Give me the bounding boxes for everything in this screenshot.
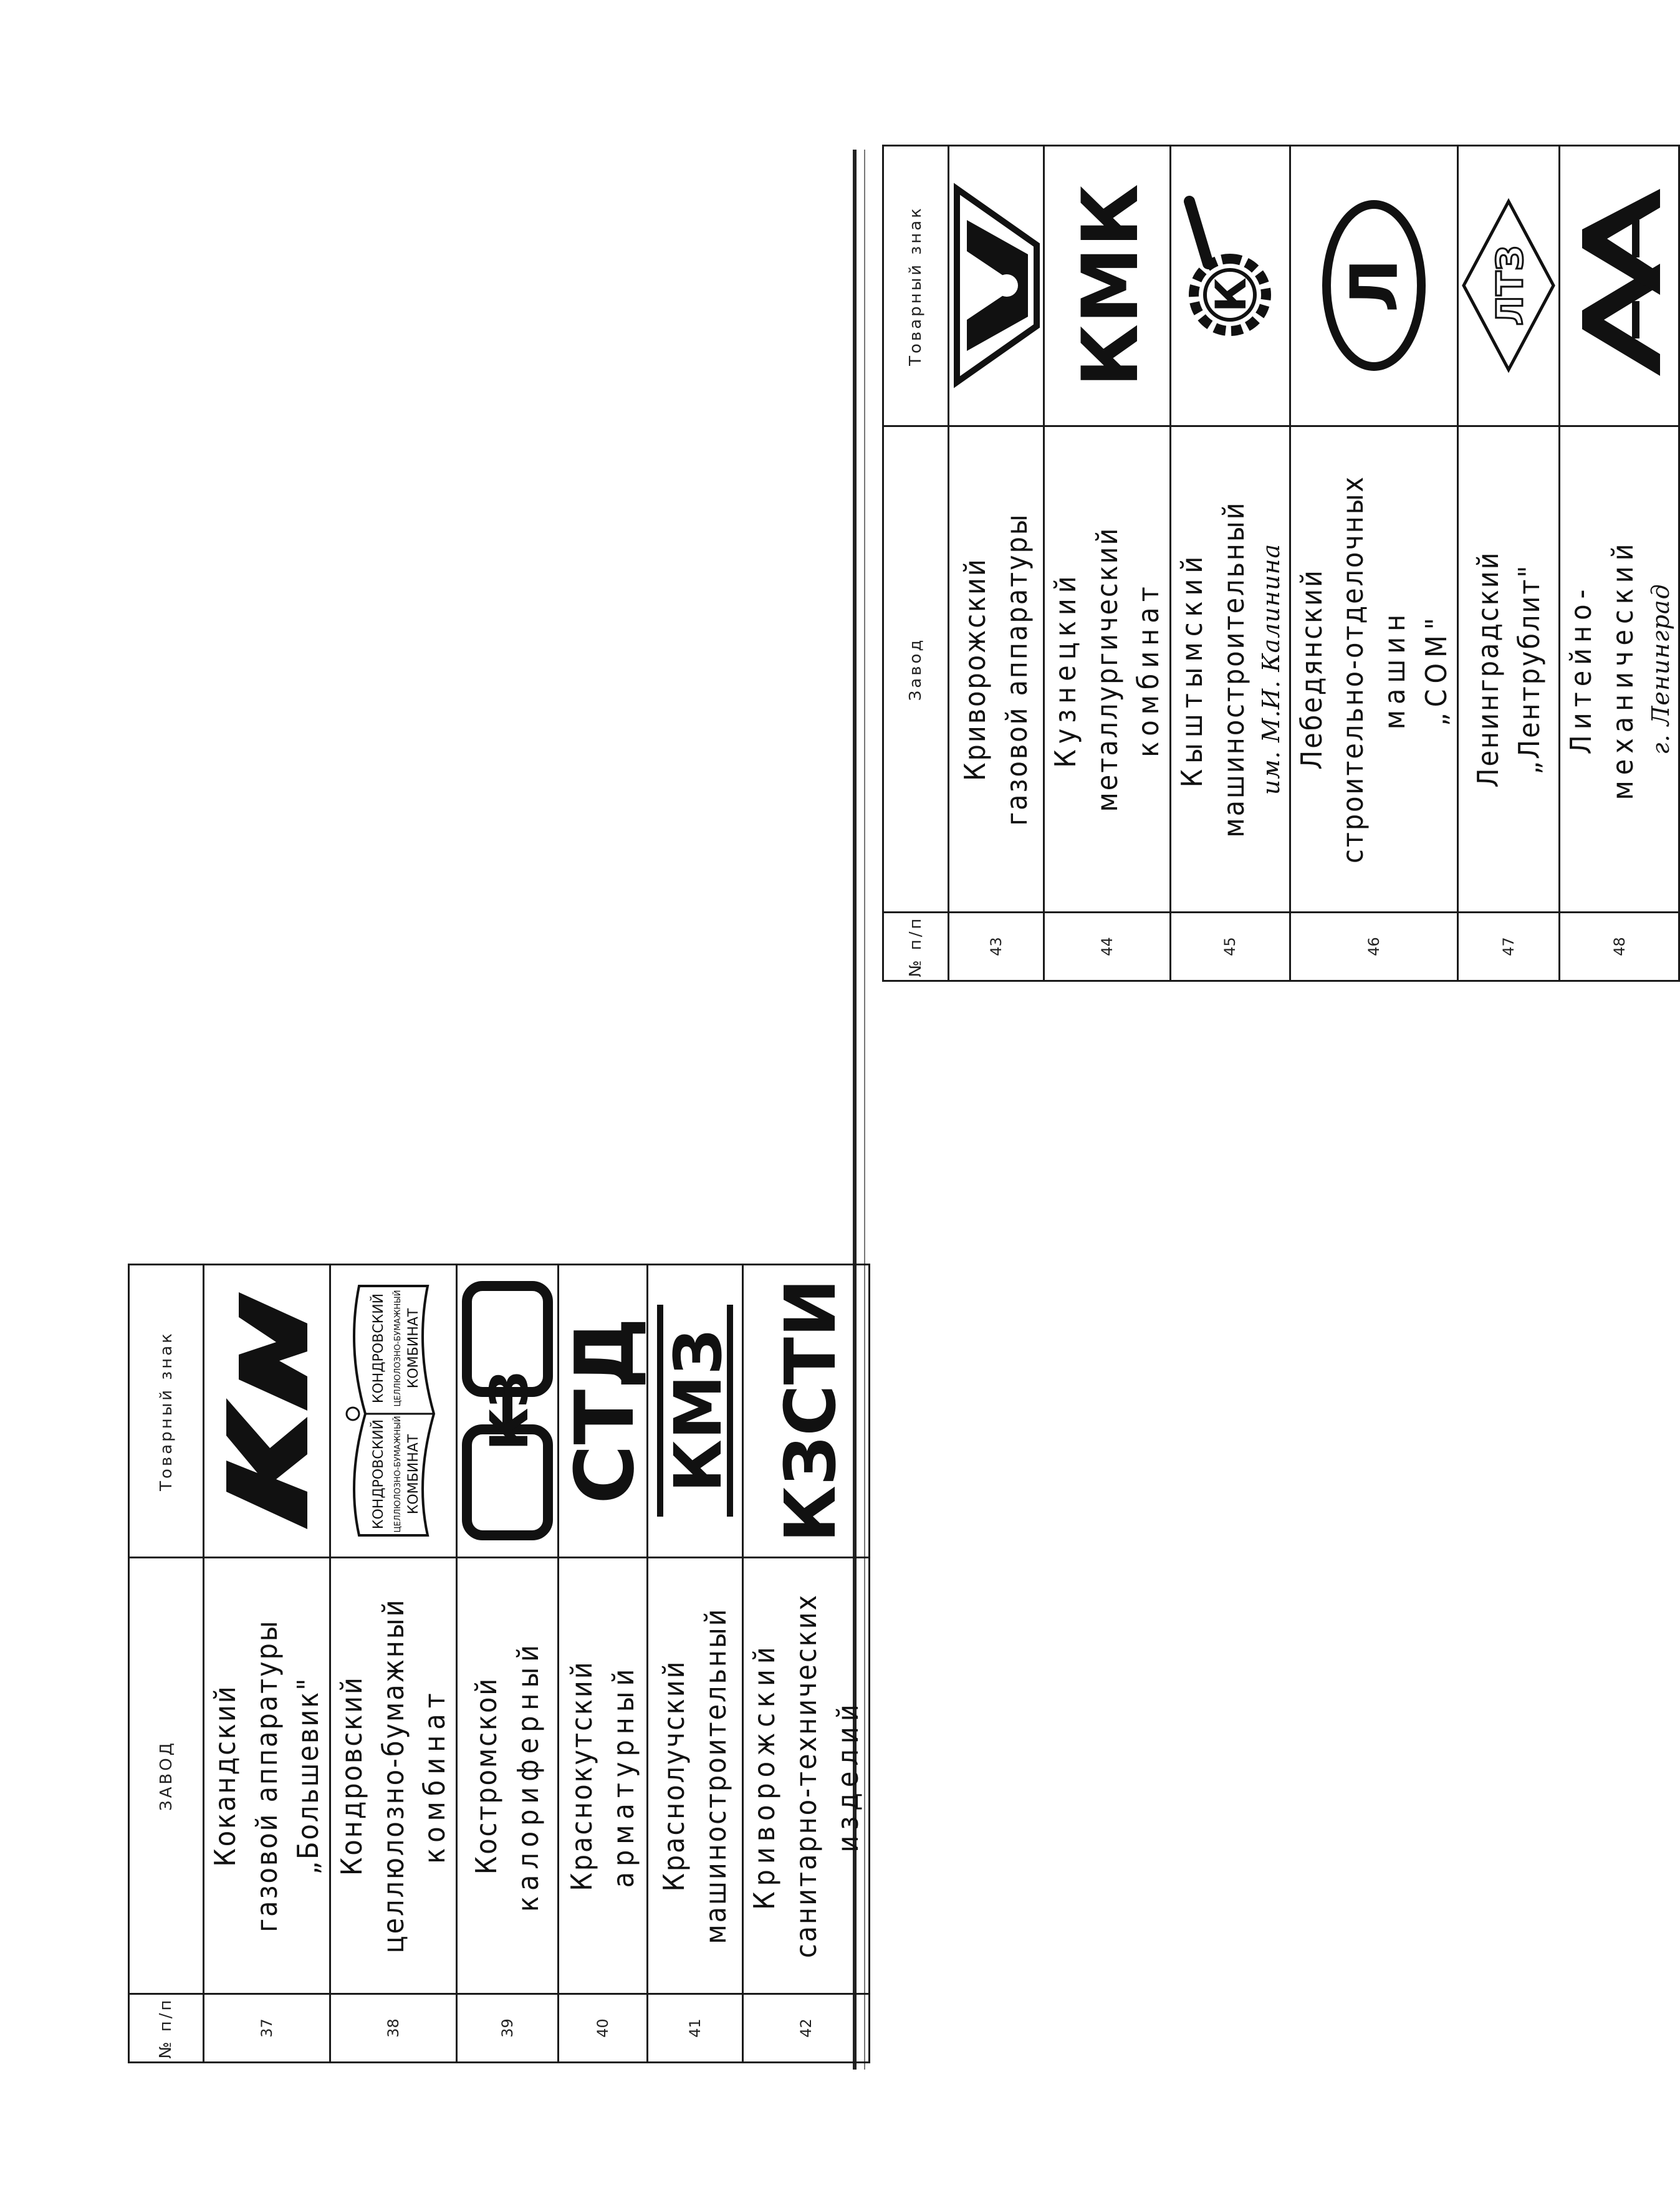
factory-name (204, 1558, 330, 1994)
trademark-cell (1458, 146, 1560, 426)
trademark-cell (1044, 146, 1171, 426)
svg-text:КОНДРОВСКИЙ: КОНДРОВСКИЙ (371, 1419, 387, 1530)
left-table (128, 1265, 865, 2063)
row-number: 45 (1171, 913, 1290, 981)
trademark-table-left (128, 1264, 870, 2063)
factory-name-line: Кондровский (335, 1676, 369, 1876)
trademark-cell (330, 1265, 457, 1558)
std-letters-logo-icon (557, 1280, 653, 1542)
svg-text:К: К (1207, 277, 1257, 313)
svg-text:КОМБИНАТ: КОМБИНАТ (406, 1434, 422, 1515)
svg-text:Л: Л (1336, 259, 1413, 313)
header-mark: Товарный знак (883, 146, 949, 426)
row-number: 43 (949, 913, 1044, 981)
circle-l-emblem-icon (1321, 193, 1427, 380)
factory-name-line: комбинат (1131, 581, 1166, 757)
factory-name (648, 1558, 743, 1994)
row-number: 44 (1044, 913, 1171, 981)
header-mark: Товарный знак (129, 1265, 204, 1558)
header-num: № п/п (129, 1994, 204, 2063)
factory-name-line: газовой аппаратуры (1000, 512, 1034, 826)
factory-name-line: санитарно-технических (789, 1593, 823, 1959)
factory-name-line: Лебедянский (1294, 569, 1328, 770)
open-book-emblem-icon (340, 1274, 446, 1548)
svg-text:КЗСТИ: КЗСТИ (770, 1279, 852, 1543)
factory-name-line: г. Ленинград (1646, 583, 1674, 755)
header-factory: Завод (883, 426, 949, 913)
factory-name (1171, 426, 1290, 913)
factory-name-line: газовой аппаратуры (249, 1619, 284, 1932)
factory-name-line: металлургический (1090, 526, 1124, 812)
factory-name-line: Кузнецкий (1049, 570, 1082, 768)
diamond-ltz-emblem-icon (1459, 193, 1558, 380)
factory-name (559, 1558, 648, 1994)
factory-name (1044, 426, 1171, 913)
factory-name-line: Ленинградский (1471, 550, 1505, 788)
table-row (1458, 146, 1560, 981)
table-row (559, 1265, 648, 2063)
row-number: 48 (1560, 913, 1679, 981)
trademark-cell (557, 1265, 653, 1558)
table-row (1044, 146, 1171, 981)
factory-name-line: „Большевик" (291, 1676, 325, 1875)
table-row (949, 146, 1044, 981)
row-number: 39 (457, 1994, 559, 2063)
table-row (457, 1265, 559, 2063)
header-factory: ЗАВОД (129, 1558, 204, 1994)
row-number: 38 (330, 1994, 457, 2063)
gear-k-emblem-icon (1183, 183, 1277, 389)
factory-name-line: Литейно- (1564, 583, 1598, 755)
factory-name-line: Криворожский (747, 1641, 782, 1910)
factory-name-line: им. М.И. Калинина (1257, 543, 1285, 795)
table-row (204, 1265, 330, 2063)
factory-name-line: строительно-отделочных (1336, 474, 1370, 864)
header-num: № п/п (883, 913, 949, 981)
kmz-letters-logo-icon (648, 1280, 742, 1542)
trademark-cell (1560, 146, 1679, 426)
factory-name-line: машиностроительный (699, 1607, 733, 1944)
factory-name-line: комбинат (418, 1687, 452, 1864)
trademark-cell (457, 1265, 559, 1558)
right-table (882, 146, 1674, 982)
svg-text:КОМБИНАТ: КОМБИНАТ (406, 1308, 422, 1389)
table-row (1560, 146, 1679, 981)
row-number: 41 (648, 1994, 743, 2063)
inverted-trapezoid-emblem-icon (949, 183, 1043, 389)
factory-name-line: арматурный (607, 1663, 641, 1888)
table-row (330, 1265, 457, 2063)
factory-name (1290, 426, 1458, 913)
row-number: 47 (1458, 913, 1560, 981)
header-row (129, 1265, 204, 2063)
svg-text:СТД: СТД (557, 1317, 653, 1505)
factory-name-line: Костромской (469, 1676, 504, 1875)
row-number: 46 (1290, 913, 1458, 981)
svg-text:ЦЕЛЛЮЛОЗНО-БУМАЖНЫЙ: ЦЕЛЛЮЛОЗНО-БУМАЖНЫЙ (393, 1290, 403, 1407)
double-a-emblem-icon (1573, 183, 1666, 389)
trademark-cell (648, 1265, 743, 1558)
trademark-cell (949, 146, 1044, 426)
factory-name-line: целлюлозно-бумажный (376, 1598, 410, 1954)
factory-name (330, 1558, 457, 1994)
factory-name-line: „Лентрублит" (1512, 564, 1547, 775)
row-number: 40 (559, 1994, 648, 2063)
trademark-cell (1290, 146, 1458, 426)
table-row (1290, 146, 1458, 981)
factory-name (949, 426, 1044, 913)
factory-name-line: механический (1605, 538, 1639, 800)
row-number: 37 (204, 1994, 330, 2063)
trademark-cell (204, 1265, 330, 1558)
kmk-letters-logo-icon (1063, 174, 1156, 398)
km-letters-logo-icon (220, 1280, 314, 1542)
kzsti-letters-logo-icon (762, 1274, 850, 1548)
factory-name-line: „СОМ" (1419, 612, 1453, 726)
factory-name-line: Краснокутский (565, 1660, 599, 1891)
factory-name-line: изделий (830, 1699, 865, 1853)
factory-name (743, 1558, 870, 1994)
factory-name (457, 1558, 559, 1994)
table-row (743, 1265, 870, 2063)
svg-text:КОНДРОВСКИЙ: КОНДРОВСКИЙ (371, 1293, 387, 1404)
svg-text:КМК: КМК (1066, 184, 1156, 388)
factory-name-line: Кыштымский (1175, 550, 1209, 788)
trademark-cell (743, 1265, 870, 1558)
kz-boxed-monogram-icon (458, 1274, 557, 1548)
svg-text:КМЗ: КМЗ (660, 1329, 737, 1493)
header-row (883, 146, 949, 981)
trademark-table-right (882, 145, 1680, 982)
factory-name-line: Краснолучский (657, 1659, 691, 1892)
factory-name-line: Криворожский (958, 557, 992, 781)
svg-text:ЛТЗ: ЛТЗ (1489, 246, 1532, 326)
factory-name (1560, 426, 1679, 913)
svg-text:КЗ: КЗ (479, 1371, 540, 1451)
factory-name-line: машин (1377, 608, 1411, 730)
table-row (1171, 146, 1290, 981)
trademark-cell (1171, 146, 1290, 426)
table-row (648, 1265, 743, 2063)
svg-text:ЦЕЛЛЮЛОЗНО-БУМАЖНЫЙ: ЦЕЛЛЮЛОЗНО-БУМАЖНЫЙ (393, 1416, 403, 1533)
factory-name-line: калориферный (511, 1639, 545, 1912)
row-number: 42 (743, 1994, 870, 2063)
factory-name (1458, 426, 1560, 913)
factory-name-line: машиностроительный (1216, 501, 1250, 838)
factory-name-line: Кокандский (208, 1684, 242, 1867)
